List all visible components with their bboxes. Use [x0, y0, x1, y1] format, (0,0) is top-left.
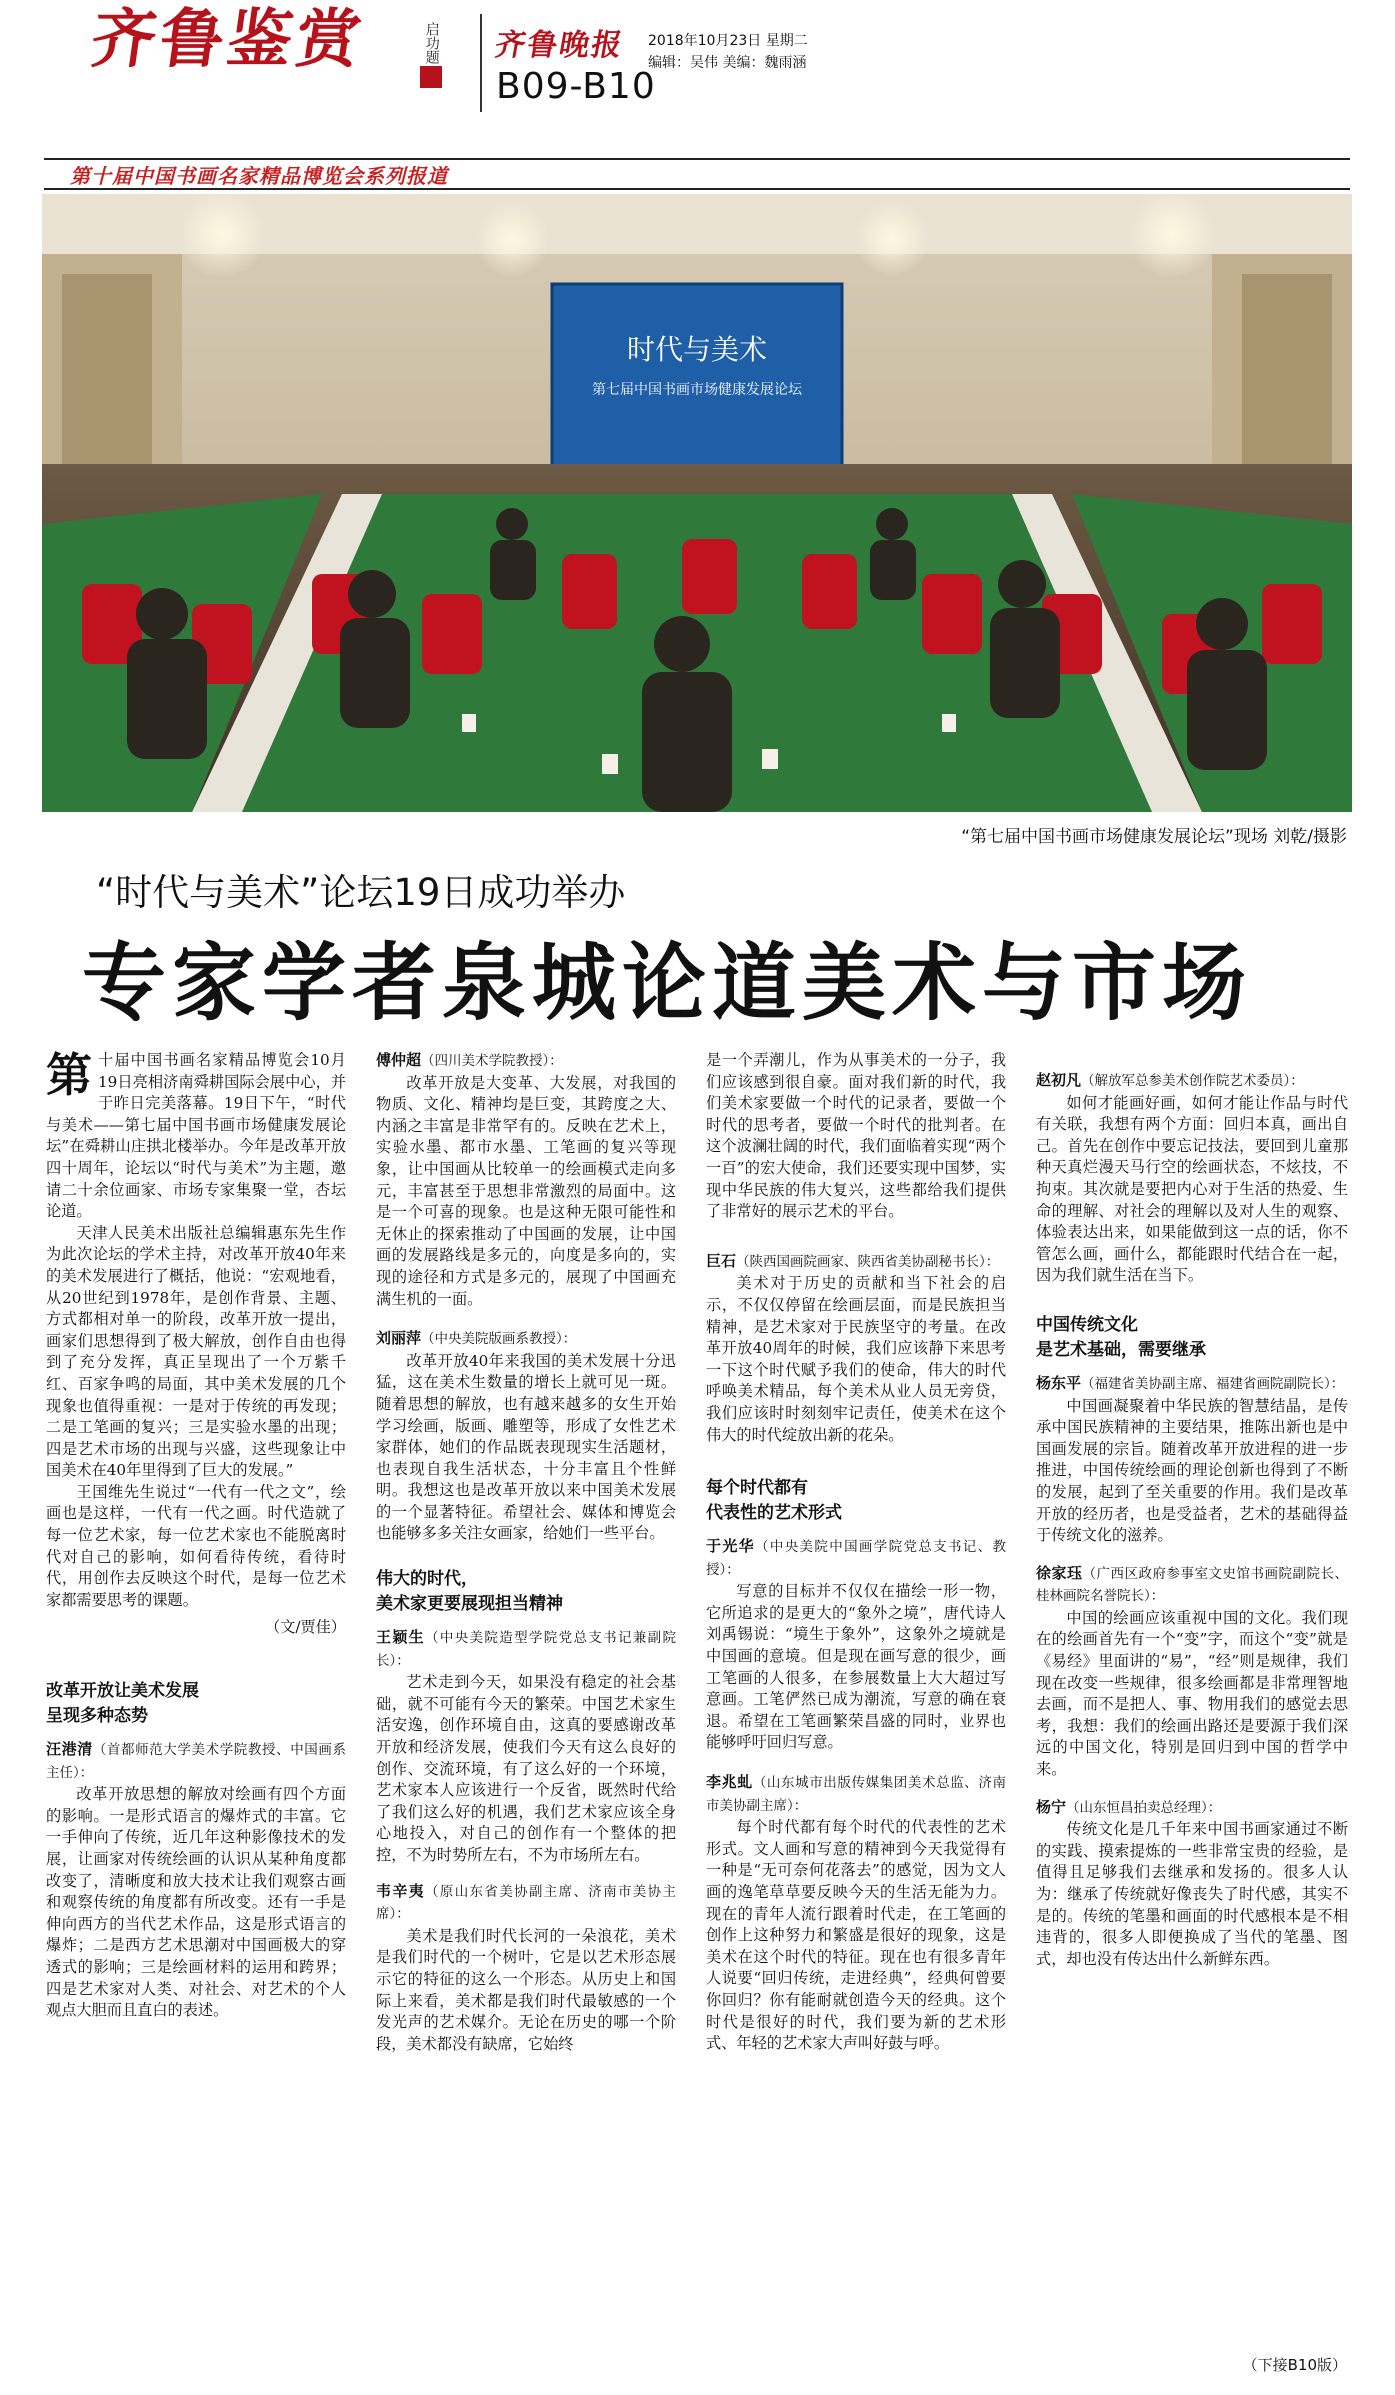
red-stamp-icon	[420, 66, 442, 88]
series-title: 第十届中国书画名家精品博览会系列报道	[70, 164, 448, 188]
article-column-4	[1036, 1050, 1348, 1970]
speaker-name: 于光华	[706, 1537, 756, 1556]
calligraphy-seal	[410, 22, 452, 100]
projection-screen	[552, 284, 842, 474]
forum-photo-illustration	[42, 194, 1352, 812]
body-paragraph: 是一个弄潮儿，作为从事美术的一分子，我们应该感到很自豪。面对我们新的时代，我们美术家要做一个时代的记录者，要做一个时代的思考者，要做一个时代的批判者。在这个波澜壮阔的时代，我们面临着实现“两个一百”的宏大使命，我们还要实现中国梦，实现中华民族的伟大复兴，这些都给我们提供了非常好的展示艺术的平台。	[706, 1051, 1006, 1221]
speaker	[1036, 1797, 1348, 1820]
speaker-role: （山东恒昌拍卖总经理）：	[1066, 1799, 1222, 1816]
screen-subtitle: 第七届中国书画市场健康发展论坛	[592, 382, 802, 398]
article-column-2	[376, 1050, 676, 2055]
speaker-name: 杨宁	[1036, 1797, 1067, 1816]
newspaper-name: 齐鲁晚报	[492, 28, 627, 63]
seal-signature: 启功题	[423, 22, 440, 64]
speaker	[706, 1251, 1006, 1274]
speaker-role: （山东城市出版传媒集团美术总监、济南市美协副主席）：	[706, 1775, 1006, 1814]
speaker-quote: 改革开放思想的解放对绘画有四个方面的影响。一是形式语言的爆炸式的丰富。它一手伸向了传统，近几年这种影像技术的发展，让画家对传统绘画的认识从某种角度都改变了，清晰度和放大技术让我们观察古画和观察传统的角度都有所改变。还有一手是伸向西方的当代艺术作品，这是形式语言的爆炸；二是西方艺术思潮对中国画极大的穿透式的影响；三是绘画材料的运用和跨界；四是艺术家对人类、对社会、对艺术的个人观点大胆而且直白的表述。	[46, 1785, 346, 2020]
article-subhead: “时代与美术”论坛19日成功举办	[96, 871, 626, 914]
speaker	[1036, 1373, 1348, 1396]
speaker	[376, 1627, 676, 1672]
speaker-quote: 中国画凝聚着中华民族的智慧结晶，是传承中国民族精神的主要结果，推陈出新也是中国画发展的宗旨。随着改革开放进程的进一步推进，中国传统绘画的理论创新也得到了不断的发展，起到了至关重要的作用。我们是改革开放的经历者，也是受益者，艺术的基础得益于传统文化的滋养。	[1036, 1396, 1348, 1545]
article-headline: 专家学者泉城论道美术与市场	[82, 934, 1253, 1032]
section-heading: 伟大的时代， 美术家更要展现担当精神	[376, 1569, 563, 1615]
speaker-role: （福建省美协副主席、福建省画院副院长）：	[1081, 1375, 1345, 1392]
date-line: 2018年10月23日 星期二	[648, 33, 808, 49]
speaker	[376, 1050, 676, 1073]
lead-text: 十届中国书画名家精品博览会10月19日亮相济南舜耕国际会展中心，并于昨日完美落幕。19日下午，“时代与美术——第七届中国书画市场健康发展论坛”在舜耕山庄拱北楼举办。今年是改革开放四十周年，论坛以“时代与美术”为主题，邀请二十余位画家、市场专家集聚一堂，杏坛论道。	[46, 1051, 346, 1221]
photo-caption: “第七届中国书画市场健康发展论坛”现场 刘乾/摄影	[961, 827, 1347, 847]
speaker-quote: 中国的绘画应该重视中国的文化。我们现在的绘画首先有一个“变”字，而这个“变”就是《易经》里面讲的“易”，“经”则是规律，我们现在改变一些规律，很多绘画都是非常理智地去画，而不是把人、事、物用我们的感觉去思考，我想：我们的绘画出路还是要源于我们深远的中国文化，特别是回归到中国的哲学中来。	[1036, 1608, 1348, 1779]
masthead-divider	[480, 14, 482, 112]
speaker-role: （广西区政府参事室文史馆书画院副院长、桂林画院名誉院长）：	[1036, 1565, 1348, 1605]
speaker-quote: 写意的目标并不仅仅在描绘一形一物，它所追求的是更大的“象外之境”，唐代诗人刘禹锡说：“境生于象外”，这象外之境就是中国画的意境。但是现在画写意的很少，画工笔画的人很多，在参展数量上大大超过写意画。工笔俨然已成为潮流，写意的确在衰退。希望在工笔画繁荣昌盛的同时，业界也能够呼吁回归写意。	[706, 1582, 1006, 1752]
speaker-quote: 艺术走到今天，如果没有稳定的社会基础，就不可能有今天的繁荣。中国艺术家生活安逸，创作环境自由，这真的要感谢改革开放和经济发展，使我们今天有这么良好的创作、交流环境，有了这么好的一个环境，艺术家本人应该进行一个反省，既然时代给了我们这么好的机遇，我们艺术家应该全身心地投入，对自己的创作有一个整体的把控，不为时势所左右，不为市场所左右。	[376, 1673, 676, 1864]
speaker-name: 王颖生	[376, 1628, 426, 1647]
speaker-role: （四川美术学院教授）：	[421, 1053, 563, 1069]
speaker-name: 李兆虬	[706, 1773, 753, 1792]
section-heading: 中国传统文化 是艺术基础，需要继承	[1036, 1314, 1206, 1360]
editors-line: 编辑：吴伟 美编：魏雨涵	[648, 55, 807, 71]
speaker-name: 汪港清	[46, 1740, 93, 1759]
speaker-quote: 改革开放40年来我国的美术发展十分迅猛，这在美术生数量的增长上就可见一斑。随着思想的解放，也有越来越多的女生开始学习绘画，版画、雕塑等，形成了女性艺术家群体，她们的作品既表现现实生活题材，也表现自我生活状态，十分丰富且个性鲜明。我想这也是改革开放以来中国美术发展的一个显著特征。希望社会、媒体和博览会也能够多多关注女画家，给她们一些平台。	[376, 1351, 676, 1543]
speaker-name: 赵初凡	[1036, 1071, 1082, 1089]
speaker-quote: 每个时代都有每个时代的代表性的艺术形式。文人画和写意的精神到今天我觉得有一种是“无可奈何花落去”的感觉，因为文人画的逸笔草草要反映今天的生活无能为力。现在的青年人流行跟着时代走，在工笔画的创作上这种努力和繁盛是很好的现象，这是美术在这个时代的特征。现在也有很多青年人说要“回归传统，走进经典”，经典何曾要你回归？你有能耐就创造今天的经典。这个时代是很好的时代，我们要为新的艺术形式、年轻的艺术家大声叫好鼓与呼。	[706, 1818, 1006, 2053]
article-column-3	[706, 1050, 1006, 2055]
speaker-quote: 美术是我们时代长河的一朵浪花，美术是我们时代的一个树叶，它是以艺术形态展示它的特征的这么一个形态。从历史上和国际上来看，美术都是我们时代最敏感的一个发光声的艺术媒介。无论在历史的哪一个阶段，美术都没有缺席，它始终	[376, 1926, 676, 2053]
speaker-name: 刘丽萍	[376, 1329, 422, 1348]
body-paragraph: 天津人民美术出版社总编辑惠东先生作为此次论坛的学术主持，对改革开放40年来的美术发展进行了概括，他说：“宏观地看，从20世纪到1978年，是创作背景、主题、方式都相对单一的阶段，改革开放一提出，画家们思想得到了极大解放，创作自由也得到了充分发挥，真正呈现出了一个万紫千红、百家争鸣的局面，其中美术发展的几个现象也值得重视：一是对于传统的再发现；二是工笔画的复兴；三是实验水墨的出现；四是艺术市场的出现与兴盛，这些现象让中国美术在40年里得到了巨大的发展。”	[46, 1223, 346, 1480]
speaker-role: （中央美院版画系教授）：	[421, 1331, 577, 1348]
section-heading: 改革开放让美术发展 呈现多种态势	[46, 1681, 199, 1727]
drop-cap: 第	[46, 1048, 92, 1102]
speaker-quote: 如何才能画好画，如何才能让作品与时代有关联，我想有两个方面：回归本真，画出自己。首先在创作中要忘记技法，要回到儿童那种天真烂漫天马行空的绘画状态，不炫技，不拘束。其次就是要把内心对于生活的热爱、生命的理解、对社会的理解以及对人生的观察、体验表达出来，如果能做到这一点的话，你不管怎么画，画什么，都能跟时代结合在一起，因为我们就生活在当下。	[1036, 1093, 1348, 1285]
speaker-quote: 传统文化是几千年来中国书画家通过不断的实践、摸索提炼的一些非常宝贵的经验，是值得且足够我们去继承和发扬的。很多人认为：继承了传统就好像丧失了时代感，其实不是的。传统的笔墨和画面的时代感根本是不相违背的，很多人即便换成了当代的笔墨、图式，却也没有传达出什么新鲜东西。	[1036, 1820, 1348, 1968]
byline: （文/贾佳）	[264, 1618, 346, 1637]
speaker	[706, 1536, 1006, 1581]
speaker	[1036, 1563, 1348, 1608]
speaker-role: （原山东省美协副主席、济南市美协主席）：	[376, 1883, 676, 1923]
speaker	[706, 1772, 1006, 1817]
page-numbers: B09-B10	[496, 66, 656, 107]
continued-note: （下接B10版）	[1242, 2356, 1347, 2374]
masthead-logo: 齐鲁鉴赏	[86, 2, 370, 77]
speaker-role: （陕西国画院画家、陕西省美协副秘书长）：	[736, 1253, 1000, 1270]
speaker-role: （中央美院造型学院党总支书记兼副院长）：	[376, 1630, 676, 1669]
speaker-role: （中央美院中国画学院党总支书记、教授）：	[706, 1539, 1006, 1578]
speaker-quote: 改革开放是大变革、大发展，对我国的物质、文化、精神均是巨变，其跨度之大、内涵之丰富是非常罕有的。反映在艺术上，实验水墨、都市水墨、工笔画的复兴等现象，让中国画从比较单一的绘画模式走向多元，丰富甚至于思想非常激烈的局面中。这是一个可喜的现象。也是这种无限可能性和无休止的探索推动了中国画的发展，让中国画的发展路线是多元的，向度是多向的，实现的途径和方式是多元的，展现了中国画充满生机的一面。	[376, 1073, 676, 1308]
speaker	[1036, 1070, 1348, 1093]
lead-paragraph	[46, 1050, 346, 1223]
speaker-name: 杨东平	[1036, 1373, 1082, 1392]
speaker-quote: 美术对于历史的贡献和当下社会的启示，不仅仅停留在绘画层面，而是民族担当精神，是艺术家对于民族坚守的考量。在改革开放40周年的时候，我们应该静下来思考一下这个时代赋予我们的使命，伟大的时代呼唤美术精品，每个美术从业人员无旁贷，我们应该时时刻刻牢记责任，使美术在这个伟大的时代绽放出新的花朵。	[706, 1274, 1006, 1444]
section-heading: 每个时代都有 代表性的艺术形式	[706, 1478, 842, 1524]
speaker	[376, 1881, 676, 1926]
speaker-name: 韦辛夷	[376, 1881, 426, 1900]
body-paragraph: 王国维先生说过“一代有一代之文”，绘画也是这样，一代有一代之画。时代造就了每一位艺术家，每一位艺术家也不能脱离时代对自己的影响，如何看待传统，看待时代，用创作去反映这个时代，是每一位艺术家都需要思考的课题。	[46, 1482, 346, 1609]
speaker	[376, 1328, 676, 1351]
speaker-name: 傅仲超	[376, 1051, 422, 1069]
speaker-role: （首都师范大学美术学院教授、中国画系主任）：	[46, 1742, 346, 1781]
speaker	[46, 1739, 346, 1784]
speaker-role: （解放军总参美术创作院艺术委员）：	[1081, 1073, 1304, 1089]
article-column-1	[46, 1050, 346, 2022]
speaker-name: 巨石	[706, 1251, 737, 1270]
speaker-name: 徐家珏	[1036, 1563, 1083, 1582]
screen-title: 时代与美术	[626, 333, 768, 366]
forum-photo	[42, 194, 1352, 812]
